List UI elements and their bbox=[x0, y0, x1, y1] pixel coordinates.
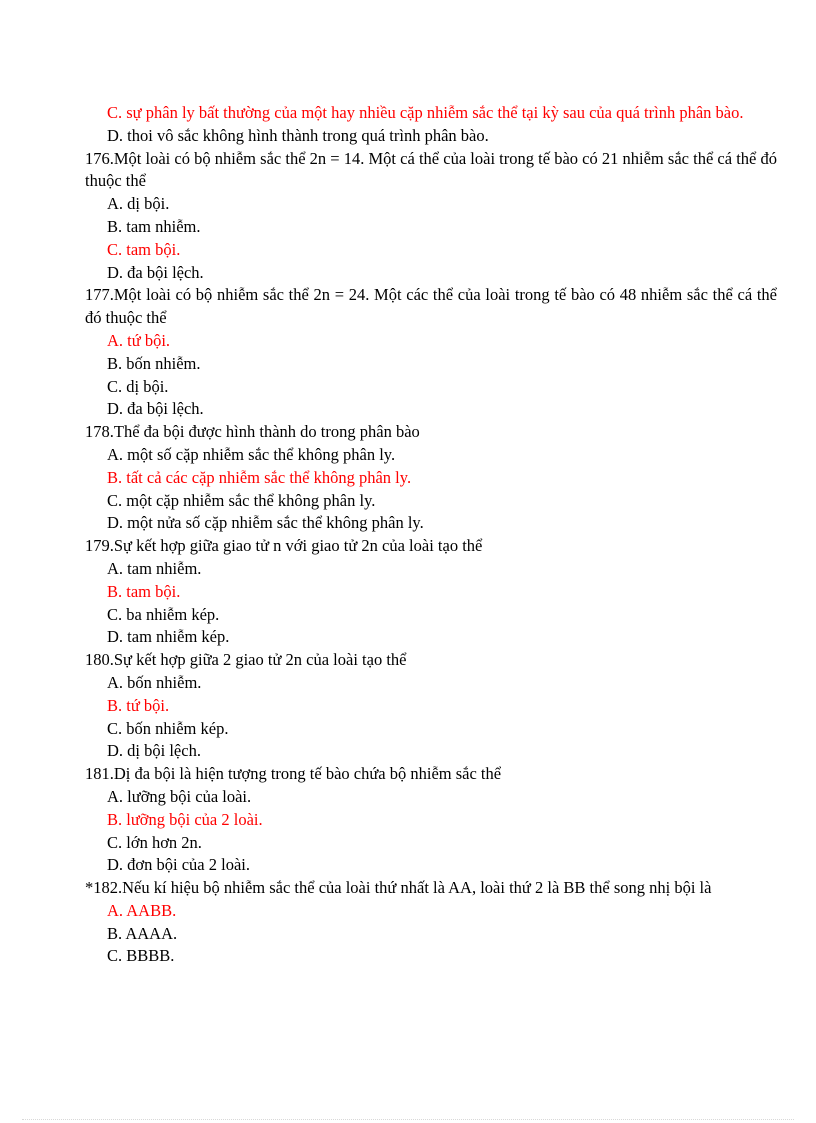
answer-option: D. đơn bội của 2 loài. bbox=[107, 855, 250, 875]
question-text: 178.Thể đa bội được hình thành do trong phân bào bbox=[85, 422, 420, 442]
answer-option: C. ba nhiễm kép. bbox=[107, 604, 220, 624]
answer-option: D. tam nhiễm kép. bbox=[107, 627, 230, 647]
answer-option: A. một số cặp nhiễm sắc thể không phân ly. bbox=[107, 444, 396, 464]
answer-option: C. lớn hơn 2n. bbox=[107, 832, 202, 852]
question-text: 176.Một loài có bộ nhiễm sắc thể 2n = 14. Một cá thể của loài trong tế bào có 21 nhiễm sắc thể cá thể đó thuộc thể bbox=[85, 148, 777, 191]
answer-option: C. một cặp nhiễm sắc thể không phân ly. bbox=[107, 490, 376, 510]
answer-option-correct: B. tất cả các cặp nhiễm sắc thể không phân ly. bbox=[107, 467, 412, 487]
answer-option: D. đa bội lệch. bbox=[107, 399, 204, 419]
answer-option-correct: B. tứ bội. bbox=[107, 695, 170, 715]
page-bottom-divider bbox=[22, 1119, 794, 1120]
answer-option: A. tam nhiễm. bbox=[107, 558, 202, 578]
answer-option: D. thoi vô sắc không hình thành trong quá trình phân bào. bbox=[107, 125, 489, 145]
answer-option: C. bốn nhiễm kép. bbox=[107, 718, 229, 738]
question-text: 181.Dị đa bội là hiện tượng trong tế bào chứa bộ nhiễm sắc thể bbox=[85, 764, 502, 784]
answer-option: D. một nửa số cặp nhiễm sắc thể không phân ly. bbox=[107, 513, 424, 533]
question-list bbox=[85, 102, 777, 968]
answer-option: A. lưỡng bội của loài. bbox=[107, 786, 252, 806]
question-text: 177.Một loài có bộ nhiễm sắc thể 2n = 24. Một các thể của loài trong tế bào có 48 nhiễm sắc thể cá thể đó thuộc thể bbox=[85, 285, 777, 328]
answer-option: B. bốn nhiễm. bbox=[107, 353, 201, 373]
answer-option-correct: B. lưỡng bội của 2 loài. bbox=[107, 809, 263, 829]
answer-option: A. bốn nhiễm. bbox=[107, 672, 202, 692]
answer-option: D. dị bội lệch. bbox=[107, 741, 201, 761]
answer-option: D. đa bội lệch. bbox=[107, 262, 204, 282]
answer-option-correct: A. AABB. bbox=[107, 900, 177, 920]
question-text: 180.Sự kết hợp giữa 2 giao tử 2n của loài tạo thể bbox=[85, 650, 407, 670]
answer-option-correct: A. tứ bội. bbox=[107, 330, 171, 350]
answer-option: B. tam nhiễm. bbox=[107, 216, 201, 236]
answer-option: A. dị bội. bbox=[107, 194, 170, 214]
answer-option: B. AAAA. bbox=[107, 923, 178, 943]
answer-option: C. dị bội. bbox=[107, 376, 169, 396]
answer-option-correct: C. tam bội. bbox=[107, 239, 181, 259]
question-text: 179.Sự kết hợp giữa giao tử n với giao tử 2n của loài tạo thể bbox=[85, 536, 483, 556]
answer-option-correct: C. sự phân ly bất thường của một hay nhiều cặp nhiễm sắc thể tại kỳ sau của quá trình phân bào. bbox=[107, 103, 744, 122]
answer-option: C. BBBB. bbox=[107, 946, 175, 966]
question-text: *182.Nếu kí hiệu bộ nhiễm sắc thể của loài thứ nhất là AA, loài thứ 2 là BB thể song nhị bội là bbox=[85, 878, 712, 898]
answer-option-correct: B. tam bội. bbox=[107, 581, 181, 601]
